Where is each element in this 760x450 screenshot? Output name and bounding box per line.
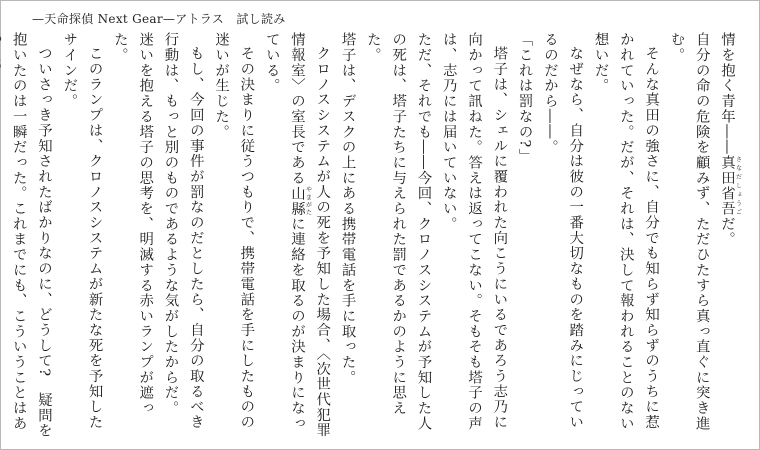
paragraph-5: 「これは罰なの?」 bbox=[516, 32, 533, 164]
page-header: —天命探偵 Next Gear—アトラス 試し読み bbox=[32, 12, 286, 26]
paragraph-11: もし、今回の事件が罰なのだとしたら、自分の取るべき行動は、もっと別のものであるような気がしたからだ。 bbox=[162, 32, 204, 431]
paragraph-13: このランプは、クロノスシステムが新たな死を予知したサインだ。 bbox=[61, 32, 103, 431]
paragraph-7: ただ、それでも――今回、クロノスシステムが予知した人の死は、塔子たちに与えられた罰であるかのように思えた。 bbox=[364, 32, 432, 432]
paragraph-1: 情を抱く青年――真田省吾 さなだしょうごだ。 bbox=[719, 32, 742, 247]
ruby-yamagata: 山縣 やまがた bbox=[288, 185, 312, 217]
paragraph-14: ついさっき予知されたばかりなのに、どうして? 疑問を抱いたのは一瞬だった。これまでにも、こういうことはあ bbox=[10, 32, 52, 439]
paragraph-3: そんな真田の強さに、自分でも知らず知らずのうちに惹かれていった。だが、それは、決して報われることのない想いだ。 bbox=[592, 32, 660, 432]
paragraph-4: なぜなら、自分は彼の一番大切なものを踏みにじっているのだから――。 bbox=[541, 32, 584, 431]
ruby-sanada-shogo: 真田省吾 さなだしょうご bbox=[719, 154, 742, 217]
paragraph-8: 塔子は、デスクの上にある携帯電話を手に取った。 bbox=[339, 32, 356, 386]
paragraph-2: 自分の命の危険を顧みず、ただひたすら真っ直ぐに突き進む。 bbox=[668, 32, 710, 432]
paragraph-12: 迷いを抱える塔子の思考を、明滅する赤いランプが遮った。 bbox=[111, 32, 154, 416]
paragraph-9: クロノスシステムが人の死を予知した場合、〈次世代犯罪情報室〉の室長である山縣 やまがたに連絡を取るのが決まりになっている。 bbox=[263, 32, 331, 439]
paragraph-6: 塔子は、シェルに覆われた向こうにいるであろう志乃に向かって訊ねた。答えは返ってこない。そもそも塔子の声は、志乃には届いていない。 bbox=[440, 32, 508, 432]
paragraph-10: その決まりに従うつもりで、携帯電話を手にしたものの迷いが生じた。 bbox=[213, 32, 255, 431]
vertical-body-text bbox=[10, 32, 742, 442]
